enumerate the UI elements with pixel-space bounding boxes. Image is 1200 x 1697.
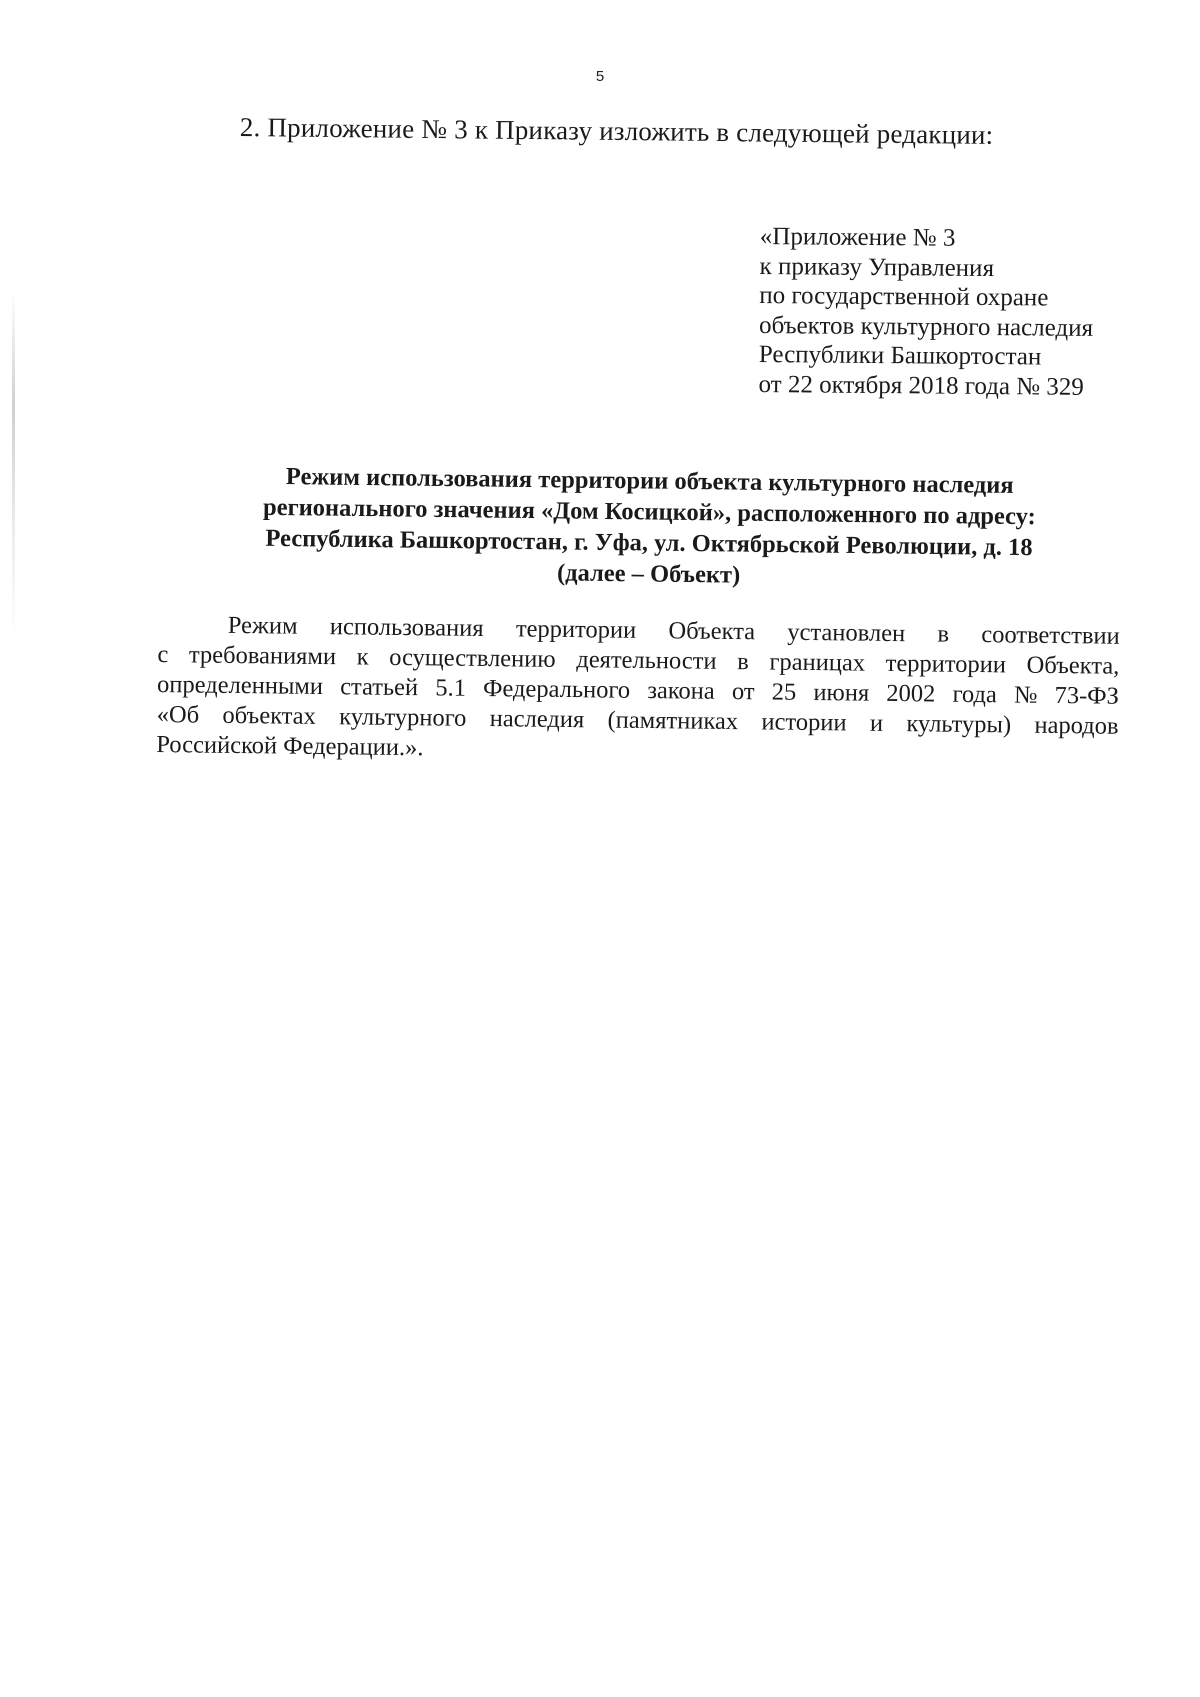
word: с xyxy=(157,640,169,669)
appendix-line: объектов культурного наследия xyxy=(758,311,1094,342)
word: года xyxy=(952,680,998,709)
word: объектах xyxy=(222,701,317,730)
word: от xyxy=(731,678,755,706)
word: соответствии xyxy=(981,621,1120,650)
appendix-line: Республики Башкортостан xyxy=(758,340,1042,371)
title-line: (далее – Объект) xyxy=(556,559,741,589)
word: 25 xyxy=(771,678,797,706)
title-line: регионального значения «Дом Косицкой», расположенного по адресу: xyxy=(262,493,1036,531)
word: в xyxy=(737,648,749,676)
appendix-heading-block xyxy=(758,222,1094,402)
word: определенными xyxy=(156,670,324,701)
word: Российской Федерации.». xyxy=(156,730,424,762)
appendix-line: по государственной охране xyxy=(759,281,1049,312)
body-paragraph xyxy=(156,610,1120,772)
appendix-line: от 22 октября 2018 года № 329 xyxy=(758,370,1085,401)
word: территории xyxy=(515,615,637,644)
word: 2002 xyxy=(886,679,936,708)
word: Режим xyxy=(227,611,298,640)
word: статьей xyxy=(339,673,419,702)
word: к xyxy=(356,643,369,671)
appendix-line: к приказу Управления xyxy=(759,252,995,282)
title-line: Республика Башкортостан, г. Уфа, ул. Октябрьской Революции, д. 18 xyxy=(265,524,1033,562)
title-line: Режим использования территории объекта культурного наследия xyxy=(285,463,1014,499)
word: наследия xyxy=(489,705,585,734)
word: требованиями xyxy=(188,641,337,671)
word: закона xyxy=(647,676,715,705)
word: «Об xyxy=(156,700,200,729)
word: осуществлению xyxy=(389,643,556,673)
word: (памятниках xyxy=(607,706,739,736)
word: 5.1 xyxy=(435,674,467,702)
word: культурного xyxy=(339,703,467,732)
document-title xyxy=(198,460,1099,595)
word: культуры) xyxy=(906,710,1012,739)
appendix-line: «Приложение № 3 xyxy=(759,222,956,252)
word: Федерального xyxy=(482,674,631,704)
word: июня xyxy=(813,679,870,707)
word: в xyxy=(937,620,950,648)
word: 73-ФЗ xyxy=(1054,681,1120,710)
word: территории xyxy=(885,649,1007,679)
word: деятельности xyxy=(576,646,717,675)
page-number: 5 xyxy=(595,68,605,85)
word: народов xyxy=(1034,711,1119,740)
word: использования xyxy=(329,613,484,642)
word: границах xyxy=(769,648,866,677)
word: и xyxy=(869,709,884,737)
word: истории xyxy=(761,708,847,737)
word: Объекта xyxy=(668,617,756,646)
word: установлен xyxy=(787,618,906,648)
amendment-instruction: 2. Приложение № 3 к Приказу изложить в следующей редакции: xyxy=(239,112,994,150)
word: Объекта, xyxy=(1026,651,1120,680)
word: № xyxy=(1013,681,1038,709)
scan-edge-artifact xyxy=(12,290,15,640)
